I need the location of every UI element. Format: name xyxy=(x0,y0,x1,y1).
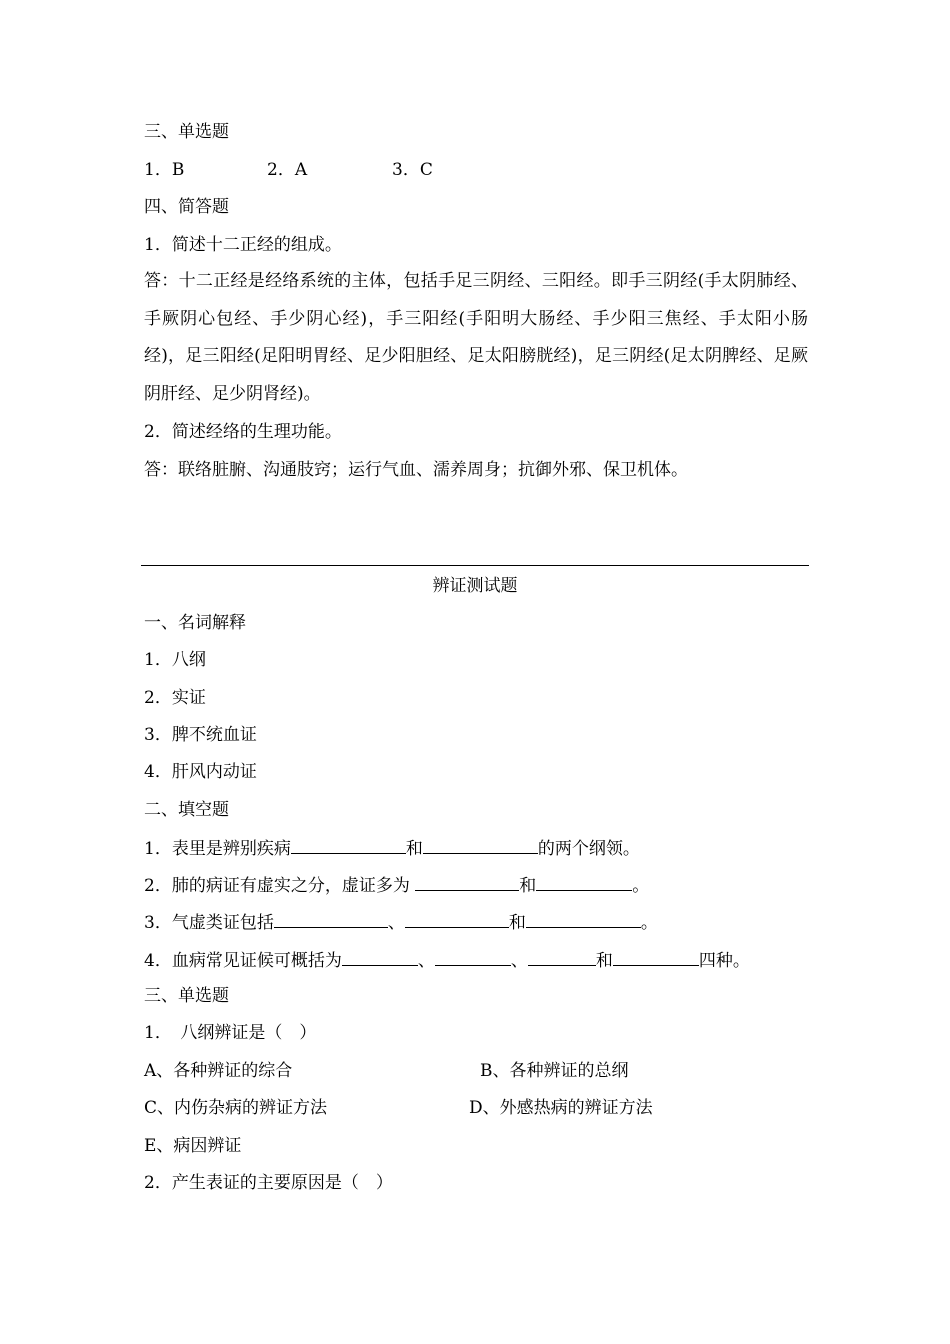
fill-4-text-b: 、 xyxy=(417,951,435,971)
term-4: 4．肝风内动证 xyxy=(144,762,257,782)
fill-2-text-c: 。 xyxy=(632,876,650,896)
term-1: 1．八纲 xyxy=(144,650,206,670)
fill-question-2 xyxy=(144,872,649,898)
fill-1-text-c: 的两个纲领。 xyxy=(537,839,640,859)
answer-paragraph-2: 答：联络脏腑、沟通肢窍；运行气血、濡养周身；抗御外邪、保卫机体。 xyxy=(144,460,688,480)
fill-question-4 xyxy=(144,947,750,973)
answer-2: 2．A xyxy=(267,160,308,180)
fill-4-text-e: 四种。 xyxy=(698,951,750,971)
section-heading-short-answer: 四、简答题 xyxy=(144,197,229,217)
fill-1-text-b: 和 xyxy=(405,839,423,859)
fill-4-text-a: 4．血病常见证候可概括为 xyxy=(144,951,342,971)
fill-blank[interactable] xyxy=(405,909,509,928)
page-title: 辨证测试题 xyxy=(432,576,518,596)
mc-question-2: 2．产生表证的主要原因是（ ） xyxy=(144,1173,393,1193)
section-heading-terms: 一、名词解释 xyxy=(144,613,246,633)
section-heading-single-choice-2: 三、单选题 xyxy=(144,986,229,1006)
mc-option-d: D、外感热病的辨证方法 xyxy=(469,1098,653,1118)
mc-option-b: B、各种辨证的总纲 xyxy=(480,1061,629,1081)
term-3: 3．脾不统血证 xyxy=(144,725,257,745)
fill-blank[interactable] xyxy=(613,947,699,966)
fill-3-text-d: 。 xyxy=(640,913,658,933)
answer-1: 1．B xyxy=(144,160,185,180)
mc-option-e: E、病因辨证 xyxy=(144,1136,242,1156)
fill-1-text-a: 1．表里是辨别疾病 xyxy=(144,839,291,859)
fill-3-text-c: 和 xyxy=(508,913,526,933)
section-heading-single-choice: 三、单选题 xyxy=(144,122,229,142)
question-1: 1．简述十二正经的组成。 xyxy=(144,235,342,255)
term-2: 2．实证 xyxy=(144,688,206,708)
question-2: 2．简述经络的生理功能。 xyxy=(144,422,342,442)
mc-question-1: 1． 八纲辨证是（ ） xyxy=(144,1023,317,1043)
fill-blank[interactable] xyxy=(291,835,406,854)
answer-3: 3．C xyxy=(392,160,433,180)
section-divider xyxy=(141,565,809,566)
fill-4-text-d: 和 xyxy=(595,951,613,971)
fill-blank[interactable] xyxy=(526,909,641,928)
fill-question-1 xyxy=(144,835,640,861)
mc-option-a: A、各种辨证的综合 xyxy=(144,1061,293,1081)
fill-4-text-c: 、 xyxy=(510,951,528,971)
fill-3-text-a: 3．气虚类证包括 xyxy=(144,913,274,933)
fill-2-text-b: 和 xyxy=(519,876,537,896)
fill-blank[interactable] xyxy=(423,835,538,854)
fill-blank[interactable] xyxy=(435,947,511,966)
fill-blank[interactable] xyxy=(342,947,418,966)
section-heading-fill: 二、填空题 xyxy=(144,800,229,820)
answer-paragraph-1: 答：十二正经是经络系统的主体，包括手足三阴经、三阳经。即手三阴经(手太阴肺经、手厥阴心包经、手少阴心经)，手三阳经(手阳明大肠经、手少阳三焦经、手太阳小肠经)，足三阳经(足阳明胃经、足少阳胆经、足太阳膀胱经)，足三阴经(足太阴脾经、足厥阴肝经、足少阴肾经)。 xyxy=(144,271,808,404)
fill-question-3 xyxy=(144,909,658,935)
fill-blank[interactable] xyxy=(415,872,519,891)
fill-blank[interactable] xyxy=(536,872,632,891)
mc-option-c: C、内伤杂病的辨证方法 xyxy=(144,1098,328,1118)
fill-blank[interactable] xyxy=(274,909,388,928)
fill-blank[interactable] xyxy=(528,947,596,966)
fill-2-text-a: 2．肺的病证有虚实之分，虚证多为 xyxy=(144,876,410,896)
fill-3-text-b: 、 xyxy=(387,913,405,933)
